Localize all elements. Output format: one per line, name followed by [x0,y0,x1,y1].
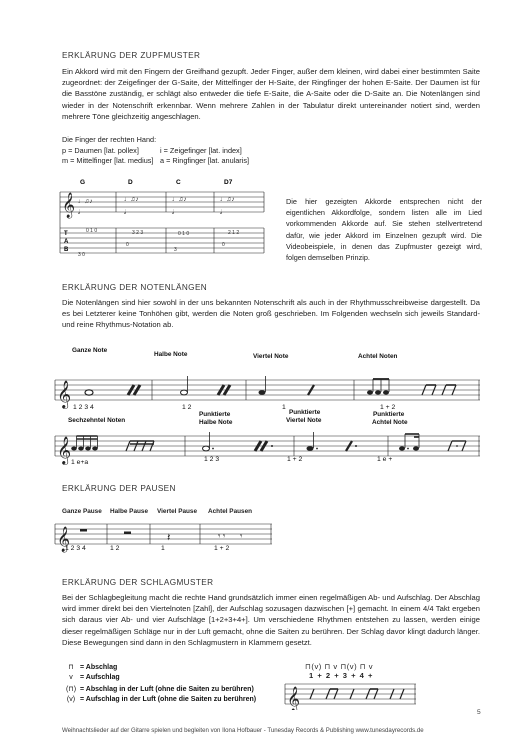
count-punktierte-achtel: 1 e + [377,456,393,463]
count-halbe-note: 1 2 [182,404,192,411]
count-achtel-pausen: 1 + 2 [214,545,230,552]
treble-clef-icon: 𝄞 [62,192,76,217]
count-sechzehntel-noten: 1 e+a [71,459,89,466]
svg-text:𝄾 𝄾: 𝄾 𝄾 [218,531,226,541]
legend-abschlag-luft: (⊓) = Abschlag in der Luft (ohne die Saiten zu berühren) [62,685,254,693]
svg-text:0 1 0: 0 1 0 [178,231,190,237]
label-achtel-pausen: Achtel Pausen [208,508,253,515]
count-achtel-noten: 1 + 2 [380,404,396,411]
legend-aufschlag-luft: (v) = Aufschlag in der Luft (ohne die Saiten zu berühren) [62,696,256,703]
count-viertel-note: 1 [282,404,286,411]
svg-text:𝅗𝅥: 𝅗𝅥 [78,209,81,216]
tab-letter-a: A [64,239,69,245]
upstroke-icon: v [69,674,73,681]
chord-label-1: G [80,179,86,186]
legend-abschlag: ⊓ = Abschlag [62,663,117,671]
notenlaengen-paragraph: Die Notenlängen sind hier sowohl in der uns bekannten Notenschrift als auch in der Rhythmusschreibweise dargestellt. Da es bei Letzterer keine Tonhöhen gibt, werden die Noten groß geschrieben. Im Folgenden wechseln sich jeweils Standard- und reine Rhythmus-Notation ab. [62,298,480,330]
section-heading-notenlaengen: ERKLÄRUNG DER NOTENLÄNGEN [62,283,208,292]
label-punktierte-viertel-note: Viertel Note [286,417,322,424]
downstroke-icon: ⊓ [68,664,74,671]
label-halbe-note: Halbe Note [154,351,188,358]
label-punktierte-1: Punktierte [199,411,231,418]
label-ganze-pause: Ganze Pause [62,508,102,515]
tab-letter-b: B [64,247,69,253]
label-punktierte-halbe-note: Halbe Note [199,419,233,426]
fingers-title: Die Finger der rechten Hand: [62,135,157,144]
chord-staff-and-tab [52,172,274,272]
count-halbe-pause: 1 2 [110,545,120,552]
finger-a: a = Ringfinger [lat. anularis] [160,156,250,165]
zupfmuster-paragraph: Ein Akkord wird mit den Fingern der Greifhand gezupft. Jeder Finger, außer dem kleinen, wird dabei einer bestimmten Saite zugeordnet: der Zeigefinger der G-Saite, der Mittelfinger der H-Saite, der Ringfinger der hohen E-Saite. Der Daumen ist für die Basstöne zuständig, er schlägt also entweder die tiefe E-Saite, die A-Saite oder die D-Saite an. Die Notenlängen sind wieder in der Notenschrift erkennbar. Wenn mehrere Zahlen in der Tabulatur direkt untereinander notiert sind, werden mehrere Töne gleichzeitig angeschlagen. [62,67,480,121]
svg-text:𝅗𝅥: 𝅗𝅥 [124,209,127,216]
chord-label-3: C [176,179,181,186]
treble-clef-icon: 𝄞 [287,686,301,710]
finger-m: m = Mittelfinger [lat. medius] [62,156,154,165]
svg-text:♩♫♪: ♩♫♪ [172,196,187,203]
label-viertel-pause: Viertel Pause [157,508,198,515]
treble-clef-icon: 𝄞 [57,437,72,464]
finger-p: p = Daumen [lat. pollex] [62,146,139,155]
count-viertel-pause: 1 [161,545,165,552]
svg-text:♩♫♪: ♩♫♪ [220,196,235,203]
section-heading-pausen: ERKLÄRUNG DER PAUSEN [62,484,176,493]
svg-text:2 1 2: 2 1 2 [228,230,240,236]
strum-staff [280,678,420,710]
svg-text:0: 0 [222,242,225,248]
label-viertel-note: Viertel Note [253,353,289,360]
schlagmuster-paragraph: Bei der Schlagbegleitung macht die rechte Hand grundsätzlich immer einen regelmäßigen Ab- und Aufschlag. Der Abschlag wird immer direkt bei den Viertelnoten [Zahl], der Aufschlag sozusagen dazwischen [+] gemacht. In einem 4/4 Takt ergeben sich daraus vier Ab- und vier Aufschläge [1+2+3+4+]. Um verschiedene Rhythmen entstehen zu lassen, werden einige dieser regelmäßigen Schläge nur in der Luft gemacht, ohne die Saiten zu berühren. Der Schlag davor klingt dadurch länger. Diese Bewegungen sind dann in den Schlagmustern in Klammern gesetzt. [62,593,480,647]
air-downstroke-icon: (⊓) [65,686,77,693]
svg-text:𝄾: 𝄾 [240,531,243,541]
label-punktierte-2: Punktierte [289,409,321,416]
svg-text:3: 3 [174,247,177,253]
treble-clef-icon: 𝄞 [57,381,72,408]
count-punktierte-viertel: 1 + 2 [287,456,303,463]
page-number: 5 [477,709,481,716]
legend-aufschlag: v = Aufschlag [62,674,120,681]
label-achtel-noten: Achtel Noten [358,353,398,360]
chord-label-2: D [128,179,133,186]
svg-text:𝅗𝅥: 𝅗𝅥 [220,209,223,216]
svg-text:0: 0 [126,242,129,248]
svg-text:♩♫♪: ♩♫♪ [124,196,139,203]
section-heading-schlagmuster: ERKLÄRUNG DER SCHLAGMUSTER [62,578,214,587]
note-values-staff-2 [50,416,484,486]
air-upstroke-icon: (v) [66,696,76,703]
label-sechzehntel-noten: Sechzehntel Noten [68,417,126,424]
strum-counts: 1 + 2 + 3 + 4 + [309,671,374,680]
chord-side-note: Die hier gezeigten Akkorde entsprechen nicht der eigentlichen Akkordfolge, sondern listen alle im Lied vorkommenden Akkorde auf. Sie stehen stellvertretend dafür, wie jeder Akkord im Einzelnen gezupft wird. Die Videobeispiele, in denen das Zupfmuster gezeigt wird, folgen demselben Prinzip. [286,197,482,263]
count-ganze-pause: 1 2 3 4 [65,545,86,552]
strum-pattern: ⊓(v) ⊓ v ⊓(v) ⊓ v [305,662,374,671]
section-heading-zupfmuster: ERKLÄRUNG DER ZUPFMUSTER [62,51,201,60]
tab-letter-t: T [64,231,68,237]
svg-text:♩♫♪: ♩♫♪ [78,198,93,205]
svg-text:𝅗𝅥: 𝅗𝅥 [172,209,175,216]
finger-i: i = Zeigefinger [lat. index] [160,146,242,155]
count-punktierte-halbe: 1 2 3 [204,456,220,463]
count-ganze-note: 1 2 3 4 [73,404,94,411]
label-halbe-pause: Halbe Pause [110,508,149,515]
treble-clef-icon: 𝄞 [57,526,71,551]
svg-text:0 1 0: 0 1 0 [86,228,98,234]
label-punktierte-achtel-note: Achtel Note [372,419,408,426]
footer-text: Weihnachtslieder auf der Gitarre spielen und begleiten von Ilona Hofbauer - Tunesday Records & Publishing www.tunesdayrecords.de [62,727,424,734]
label-ganze-note: Ganze Note [72,347,108,354]
label-punktierte-3: Punktierte [373,411,405,418]
chord-label-4: D7 [224,179,233,186]
svg-text:3 0: 3 0 [78,252,85,258]
svg-text:3 2 3: 3 2 3 [132,230,144,236]
svg-text:𝄽: 𝄽 [167,532,171,544]
